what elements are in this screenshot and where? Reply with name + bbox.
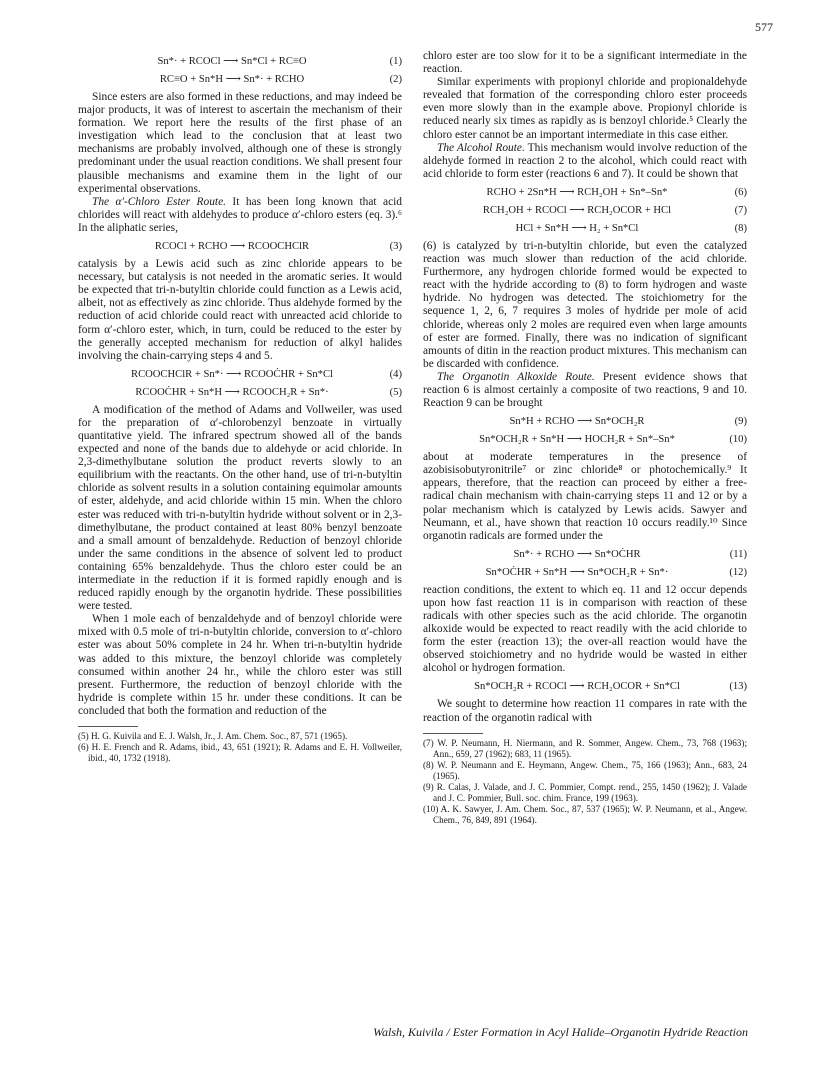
equation-3 [78,240,402,253]
footnote: (10) A. K. Sawyer, J. Am. Chem. Soc., 87, 537 (1965); W. P. Neumann, et al., Angew. Chem., 76, 849, 891 (1964). [423,803,747,825]
equation-expr: Sn*OCH₂R + RCOCl ⟶ RCH₂OCOR + Sn*Cl [474,681,680,693]
equation-12 [423,566,747,579]
equation-expr: RCOCl + RCHO ⟶ RCOOCHClR [154,241,310,253]
equation-number: (2) [389,74,402,85]
equation-8 [423,222,747,235]
paragraph-organotin-alkoxide-route [423,371,747,410]
section-title: The Alcohol Route. [437,141,525,154]
section-title: The Organotin Alkoxide Route. [437,370,595,383]
equation-number: (7) [734,204,747,216]
equation-number: (5) [389,386,402,398]
equation-number: (11) [729,548,747,560]
equation-number: (6) [734,186,747,198]
left-column [78,50,402,764]
equation-expr: Sn*· + RCHO ⟶ Sn*OĊHR [513,548,641,560]
equation-number: (12) [729,566,747,578]
equation-number: (8) [734,222,747,234]
footnote: (9) R. Calas, J. Valade, and J. C. Pommier, Compt. rend., 255, 1450 (1962); J. Valade and J. C. Pommier, Bull. soc. chim. France, 199 (1963). [423,781,747,803]
page-number: 577 [755,20,773,34]
equation-expr: Sn*OĊHR + Sn*H ⟶ Sn*OCH₂R + Sn*· [485,566,669,578]
equation-expr: RCOOCHClR + Sn*· ⟶ RCOOĊHR + Sn*Cl [131,368,333,380]
running-footer: Walsh, Kuivila / Ester Formation in Acyl Halide–Organotin Hydride Reaction [373,1025,748,1039]
paragraph: reaction conditions, the extent to which eq. 11 and 12 occur depends upon how fast reaction 11 is in comparison with reaction of these radicals with other species such as the acid chloride. The organotin alkoxide would be expected to react readily with the acid chloride to form the ester (reaction 13); the over-all reaction would have the observed stoichiometry and no hydride would be wasted in either alcohol or hydrogen formation. [423,583,747,675]
equation-expr: RCOOĊHR + Sn*H ⟶ RCOOCH₂R + Sn*· [135,386,329,398]
footnote-divider [423,733,483,734]
footnote: (7) W. P. Neumann, H. Niermann, and R. Sommer, Angew. Chem., 73, 768 (1963); Ann., 659, 27 (1962); 683, 11 (1965). [423,737,747,759]
footnote-divider [78,726,138,727]
equation-2 [78,73,402,86]
paragraph-text: Present evidence shows that reaction 6 is almost certainly a composite of two reactions, 9 and 10. Reaction 9 can be brought [423,370,747,410]
paragraph: When 1 mole each of benzaldehyde and of benzoyl chloride were mixed with 0.5 mole of tri-n-butyltin chloride, conversion to α′-chloro ester was about 50% complete in 24 hr. When tri-n-butyltin hydride was added to this mixture, the benzoyl chloride was completely consumed within another 24 hr., while the chloro ester was still present. Furthermore, the reduction of benzoyl chloride with the hydride is complete within 15 hr. under these conditions. It can be concluded that both the formation and reduction of the [78,613,402,717]
equation-expr: HCl + Sn*H ⟶ H₂ + Sn*Cl [515,222,639,234]
equation-number: (9) [734,416,747,428]
equation-expr: RCHO + 2Sn*H ⟶ RCH₂OH + Sn*–Sn* [486,186,668,198]
section-title: The α′-Chloro Ester Route. [92,195,226,208]
equation-1 [78,55,402,68]
paragraph-chloro-ester-route [78,196,402,235]
paragraph: chloro ester are too slow for it to be a significant intermediate in the reaction. [423,50,747,76]
footnote: (5) H. G. Kuivila and E. J. Walsh, Jr., J. Am. Chem. Soc., 87, 571 (1965). [78,731,348,742]
paragraph: about at moderate temperatures in the presence of azobisisobutyronitrile⁷ or zinc chloride⁸ or photochemically.⁹ It appears, therefore, that the reaction can proceed by either a free-radical chain mechanism with chain-carrying steps 11 and 12 or by a polar mechanism which is catalyzed by Lewis acids. Sawyer and Neumann, et al., have shown that reaction 10 occurs readily.¹⁰ Since organotin radicals are formed under the [423,451,747,542]
paragraph: A modification of the method of Adams and Vollweiler, was used for the preparation of α′-chlorobenzyl benzoate in virtually quantitative yield. The infrared spectrum showed all of the bands expected and none of the bands due to aldehyde or acid chloride. In 2,3-dimethylbutane solution the product reverts slowly to an equilibrium with the reactants. On the other hand, use of tri-n-butyltin chloride as solvent results in a solution containing equimolar amounts of ester, aldehyde, and acid chloride within 15 min. When the chloro ester was reduced with tri-n-butyltin hydride without solvent or in 2,3-dimethylbutane, the product contained at least 80% benzyl benzoate and a small amount of benzaldehyde. Reduction of benzoyl chloride under the same conditions in the absence of solvent led to product containing 65% benzaldehyde. Thus the chloro ester could be an intermediate in the reduction if it is formed rapidly enough and is reduced rapidly enough by the organotin hydride. These possibilities were tested. [78,403,402,613]
paragraph: (6) is catalyzed by tri-n-butyltin chloride, but even the catalyzed reaction was much slower than reduction of the acid chloride. Furthermore, any hydrogen chloride formed would be expected to react with the hydride according to (8) to form hydrogen and waste hydride. No hydrogen was detected. The stoichiometry for the sequence 1, 2, 6, 7 requires 3 moles of hydride per mole of acid chloride, whereas only 2 moles are required even when large amounts of ester are formed. Finally, there was no indication of significant amounts of ditin in the reaction product mixtures. This mechanism can be discarded with confidence. [423,239,747,370]
equation-5 [78,386,402,399]
equation-expr: Sn*H + RCHO ⟶ Sn*OCH₂R [509,416,645,428]
paragraph-text: This mechanism would involve reduction of the aldehyde formed in reaction 2 to the alcohol, which could react with acid chloride to form ester (reactions 6 and 7). It could be shown that [423,141,748,180]
equation-expr: RC≡O + Sn*H ⟶ Sn*· + RCHO [159,74,305,85]
equation-10 [423,433,747,446]
right-column [423,50,747,826]
paragraph: Similar experiments with propionyl chloride and propionaldehyde revealed that formation of the corresponding chloro ester proceeds even more slowly than in the example above. Propionyl chloride is reduced nearly six times as rapidly as is benzoyl chloride.⁵ Clearly the chloro ester cannot be an important intermediate in this case either. [423,76,747,141]
equation-number: (10) [729,434,747,446]
equation-number: (4) [389,368,402,380]
equation-13 [423,680,747,693]
equation-expr: Sn*· + RCOCl ⟶ Sn*Cl + RC≡O [157,56,307,67]
paragraph: catalysis by a Lewis acid such as zinc chloride appears to be necessary, but catalysis is not needed in the aromatic series. It would be expected that tri-n-butyltin chloride could function as a Lewis acid, albeit, not as effectively as zinc chloride. Thus aldehyde formed by the reduction of acid chloride could react with unreacted acid chloride to form α′-chloro ester, which, in turn, could be reduced to the ester by the generally accepted mechanism for reduction of alkyl halides involving the chain-carrying steps 4 and 5. [78,258,402,362]
equation-number: (13) [729,681,747,693]
footnote: (8) W. P. Neumann and E. Heymann, Angew. Chem., 75, 166 (1963); Ann., 683, 24 (1965). [423,759,747,781]
equation-7 [423,204,747,217]
equation-number: (3) [389,241,402,253]
paragraph-alcohol-route [423,142,747,181]
paragraph: Since esters are also formed in these reductions, and may indeed be major products, it was of interest to ascertain the mechanism of their formation. We report here the results of the first phase of an investigation which lead to the conclusion that at least two mechanisms are probably involved, although one of these is strongly predominant under the usual reaction conditions. We shall present four plausible mechanisms and examine them in the light of our experimental observations. [78,91,402,195]
equation-6 [423,186,747,199]
equation-9 [423,415,747,428]
paragraph-text: It has been long known that acid chlorides will react with aldehydes to produce α′-chloro esters (eq. 3).⁶ In the aliphatic series, [78,195,402,234]
paragraph: We sought to determine how reaction 11 compares in rate with the reaction of the organotin radical with [423,698,747,724]
equation-number: (1) [389,56,402,67]
equation-expr: Sn*OCH₂R + Sn*H ⟶ HOCH₂R + Sn*–Sn* [479,434,675,446]
equation-expr: RCH₂OH + RCOCl ⟶ RCH₂OCOR + HCl [482,204,672,216]
footnote: (6) H. E. French and R. Adams, ibid., 43, 651 (1921); R. Adams and E. H. Vollweiler, ibid., 40, 1732 (1918). [78,742,402,764]
equation-11 [423,548,747,561]
equation-4 [78,368,402,381]
